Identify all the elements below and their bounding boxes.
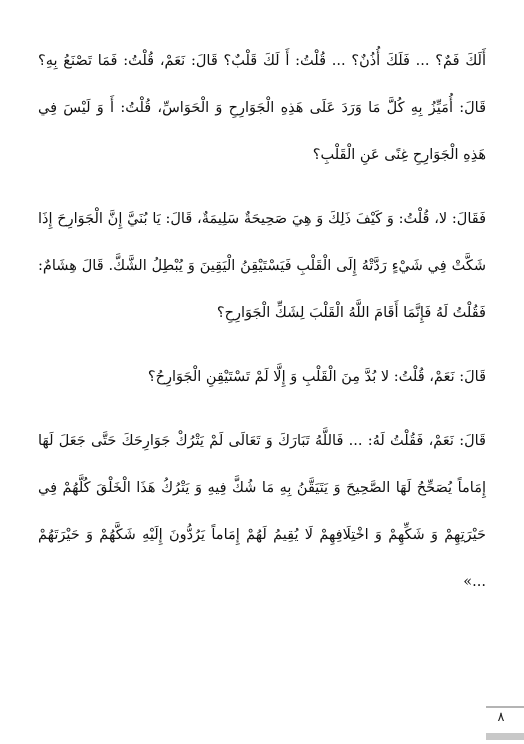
footer-bar <box>486 733 524 740</box>
paragraph-2: فَقَالَ: لا، قُلْتُ: وَ كَيْفَ ذَلِكَ وَ هِيَ صَحِيحَةٌ سَلِيمَةٌ، قَالَ: يَا بُنَيَّ إِنَّ الْجَوَارِحَ إِذَا شَكَّتْ فِي شَيْءٍ رَدَّتْهُ إِلَى الْقَلْبِ فَيَسْتَيْقِنُ الْيَقِينَ وَ يُبْطِلُ الشَّكَّ. قَالَ هِشَامٌ: فَقُلْتُ لَهُ فَإِنَّمَا أَقَامَ اللَّهُ الْقَلْبَ لِشَكِّ الْجَوَارِحِ؟ <box>38 211 486 321</box>
footer-divider <box>486 706 524 708</box>
paragraph-1: أَلَكَ فَمٌ؟ ... فَلَكَ أُذُنٌ؟ ... قُلْتُ: أَ لَكَ قَلْبٌ؟ قَالَ: نَعَمْ، قُلْتُ: فَمَا تَصْنَعُ بِهِ؟ قَالَ: أُمَيِّزُ بِهِ كُلَّ مَا وَرَدَ عَلَى هَذِهِ الْجَوَارِحِ وَ الْحَوَاسِّ، قُلْتُ: أَ وَ لَيْسَ فِي هَذِهِ الْجَوَارِحِ غِنًى عَنِ الْقَلْبِ؟ <box>38 53 486 163</box>
page-number: ٨ <box>497 710 505 725</box>
paragraph-3: قَالَ: نَعَمْ، قُلْتُ: لا بُدَّ مِنَ الْقَلْبِ وَ إِلَّا لَمْ تَسْتَيْقِنِ الْجَوَارِحُ؟ <box>147 369 486 385</box>
paragraph-4: قَالَ: نَعَمْ، فَقُلْتُ لَهُ: ... فَاللَّهُ تَبَارَكَ وَ تَعَالَى لَمْ يَتْرُكْ جَوَارِحَكَ حَتَّى جَعَلَ لَهَا إِمَاماً يُصَحِّحُ لَهَا الصَّحِيحَ وَ يَتَيَقَّنُ بِهِ مَا شُكَّ فِيهِ وَ يَتْرُكُ هَذَا الْخَلْقَ كُلَّهُمْ فِي حَيْرَتِهِمْ وَ شَكِّهِمْ وَ اخْتِلَافِهِمْ لَا يُقِيمُ لَهُمْ إِمَاماً يَرُدُّونَ إِلَيْهِ شَكَّهُمْ وَ حَيْرَتَهُمْ ...» <box>38 433 486 590</box>
page-body <box>38 38 486 623</box>
